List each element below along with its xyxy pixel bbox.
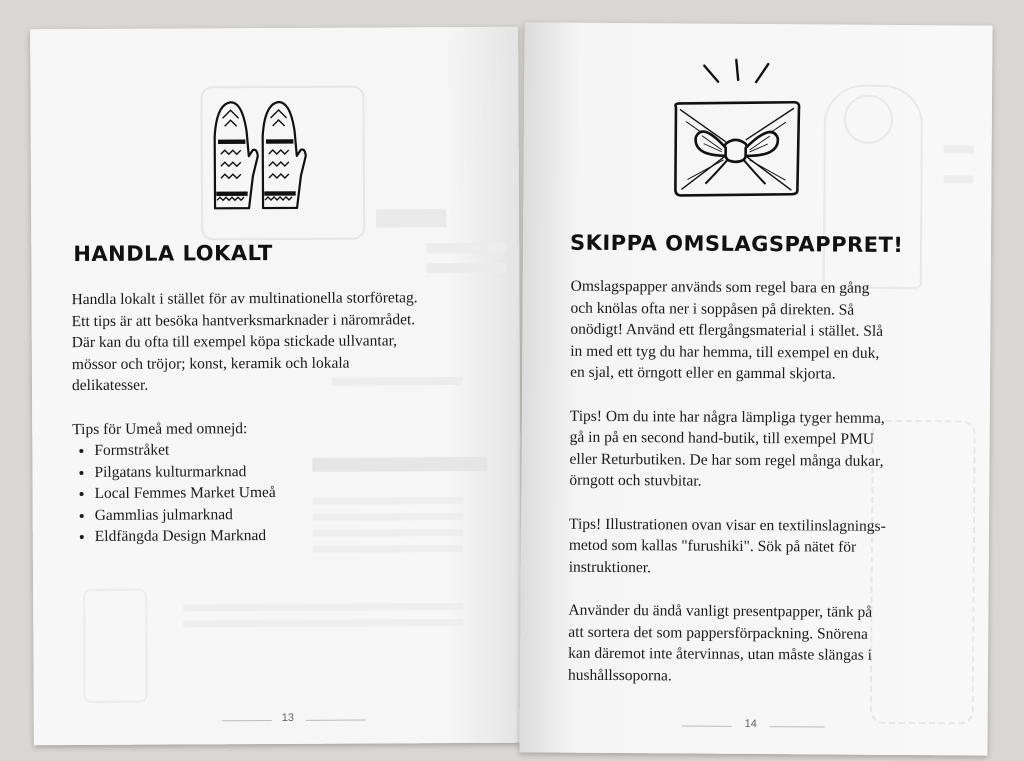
text-line: Tips! Illustrationen ovan visar en textilinslagnings- xyxy=(568,515,886,535)
text-line: att sortera det som pappersförpackning. Snörena xyxy=(568,623,868,643)
list-item: • Formstråket xyxy=(94,438,502,462)
list-item: • Gammlias julmarknad xyxy=(95,502,503,526)
text-line: kan däremot inte återvinnas, utan måste slängas i xyxy=(568,644,873,664)
intro-line: Handla lokalt i stället för av multinationella storföretag. xyxy=(71,289,418,309)
left-page-body xyxy=(71,287,502,548)
wrapped-gift-illustration xyxy=(665,51,806,212)
intro-line: Där kan du ofta till exempel köpa stickade ullvantar, xyxy=(71,332,398,352)
left-page-heading: HANDLA LOKALT xyxy=(73,241,273,267)
text-line: hushållssoporna. xyxy=(567,666,672,684)
right-page xyxy=(519,22,992,755)
paragraph xyxy=(568,600,959,689)
list-item: • Local Femmes Market Umeå xyxy=(95,481,503,505)
right-page-heading: SKIPPA OMSLAGSPAPPRET! xyxy=(569,230,904,258)
text-line: onödigt! Använd ett flergångsmaterial i stället. Slå xyxy=(570,320,884,340)
text-line: gå in på en second hand-butik, till exempel PMU xyxy=(569,428,875,448)
paragraph xyxy=(569,405,960,494)
text-line: Använder du ändå vanligt presentpapper, tänk på xyxy=(568,601,873,621)
tips-heading: Tips för Umeå med omnejd: xyxy=(72,419,248,438)
list-item: • Pilgatans kulturmarknad xyxy=(94,459,502,483)
text-line: in med ett tyg du har hemma, till exempel en duk, xyxy=(570,342,880,362)
paragraph xyxy=(570,276,961,386)
paragraph xyxy=(569,513,959,580)
mittens-illustration xyxy=(202,96,313,219)
intro-line: Ett tips är att besöka hantverksmarknader i närområdet. xyxy=(71,310,416,330)
right-page-body xyxy=(568,276,961,689)
text-line: örngott och stuvbitar. xyxy=(569,471,702,490)
list-item: • Eldfängda Design Marknad xyxy=(95,524,503,548)
text-line: Tips! Om du inte har några lämpliga tyger hemma, xyxy=(569,407,885,427)
page-number: 14 xyxy=(744,717,757,731)
intro-line: delikatesser. xyxy=(71,376,149,395)
intro-line: mössor och tröjor; konst, keramik och lokala xyxy=(71,354,350,373)
text-line: eller Returbutiken. De har som regel många dukar, xyxy=(569,450,884,470)
page-number: 13 xyxy=(281,711,295,724)
left-page xyxy=(30,27,522,746)
text-line: en sjal, ett örngott eller en gammal skjorta. xyxy=(570,363,836,383)
text-line: Omslagspapper används som regel bara en gång xyxy=(570,277,870,297)
tips-list xyxy=(72,438,503,548)
text-line: instruktioner. xyxy=(568,558,652,576)
text-line: metod som kallas "furushiki". Sök på nätet för xyxy=(568,536,857,556)
text-line: och knölas ofta ner i soppåsen på direkten. Så xyxy=(570,299,855,319)
